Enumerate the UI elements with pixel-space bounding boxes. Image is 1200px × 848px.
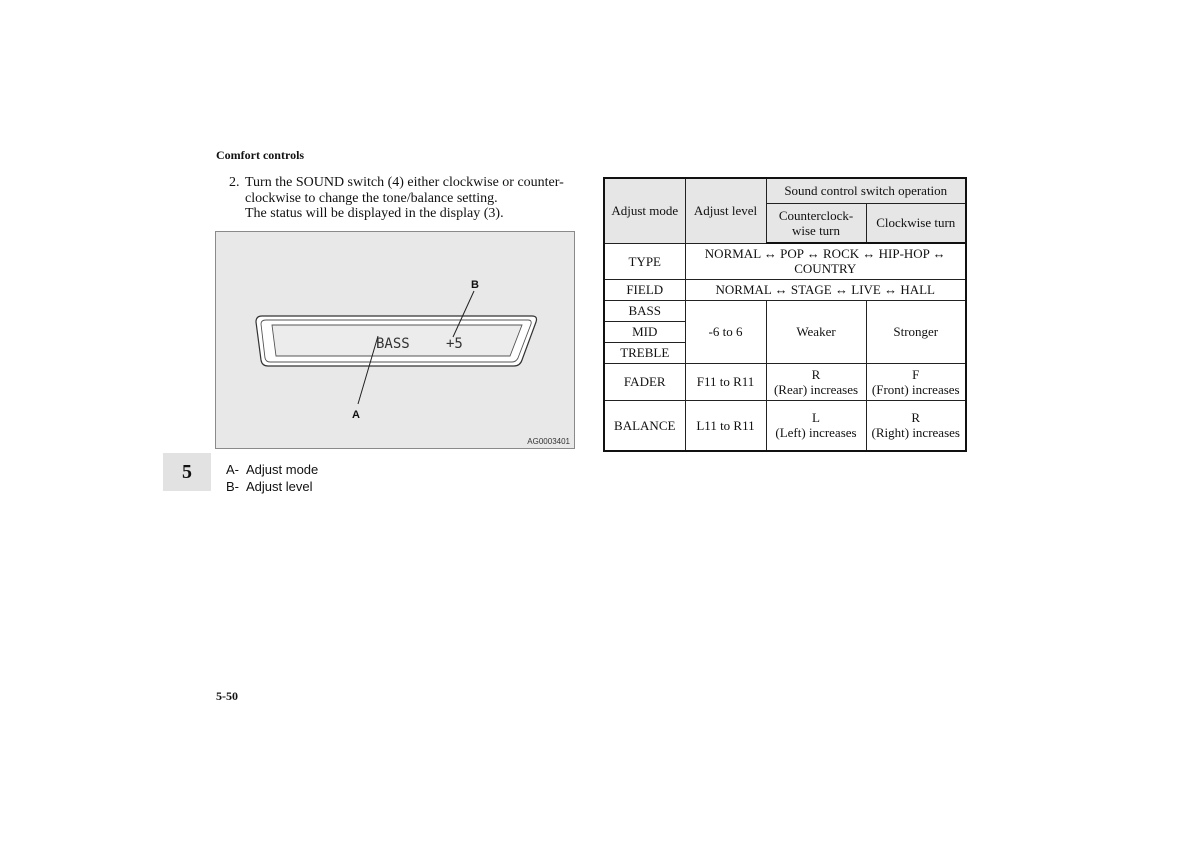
fader-ccw-text: (Rear) increases (773, 381, 859, 397)
page-number: 5-50 (216, 689, 238, 703)
balance-ccw-letter: L (812, 410, 820, 426)
balance-cw-text: (Right) increases (871, 425, 960, 441)
bass-label: BASS (604, 300, 685, 321)
section-title: Comfort controls (216, 148, 305, 162)
step-line: clockwise to change the tone/balance setting. (245, 190, 498, 206)
field-label: FIELD (604, 279, 685, 300)
fader-level: F11 to R11 (685, 363, 766, 400)
fader-cw-text: (Front) increases (871, 381, 960, 397)
legend-item (226, 478, 318, 495)
fader-counterclockwise (766, 363, 866, 400)
legend-text: Adjust level (246, 479, 313, 494)
step-line: Turn the SOUND switch (4) either clockwise or counter- (245, 175, 564, 190)
header-adjust-mode: Adjust mode (604, 178, 685, 243)
instruction-step (229, 175, 589, 222)
legend-item (226, 461, 318, 478)
balance-cw-letter: R (911, 410, 921, 426)
chapter-tab: 5 (163, 453, 211, 491)
balance-label: BALANCE (604, 400, 685, 451)
header-switch-operation: Sound control switch operation (766, 178, 966, 203)
step-line: The status will be displayed in the display (3). (245, 206, 504, 221)
mid-label: MID (604, 321, 685, 342)
header-counterclockwise: Counterclock-wise turn (766, 203, 866, 243)
header-clockwise: Clockwise turn (866, 203, 966, 243)
figure-legend (226, 461, 318, 495)
callout-b-label: B (471, 279, 479, 291)
balance-counterclockwise (766, 400, 866, 451)
tone-clockwise: Stronger (866, 300, 966, 363)
fader-label: FADER (604, 363, 685, 400)
type-values: NORMAL ↔ POP ↔ ROCK ↔ HIP-HOP ↔ COUNTRY (685, 243, 966, 279)
legend-key: A- (226, 462, 239, 477)
treble-label: TREBLE (604, 342, 685, 363)
callout-a-label: A (352, 409, 360, 421)
display-mode-text: BASS (376, 336, 410, 352)
tone-level: -6 to 6 (685, 300, 766, 363)
balance-clockwise (866, 400, 966, 451)
balance-level: L11 to R11 (685, 400, 766, 451)
legend-text: Adjust mode (246, 462, 319, 477)
display-illustration (215, 231, 575, 449)
step-number: 2. (229, 175, 240, 190)
fader-clockwise (866, 363, 966, 400)
sound-settings-table (603, 177, 967, 452)
display-level-text: +5 (446, 336, 463, 352)
tone-counterclockwise: Weaker (766, 300, 866, 363)
display-drawing (216, 232, 574, 448)
fader-cw-letter: F (912, 366, 920, 382)
balance-ccw-text: (Left) increases (775, 425, 857, 441)
header-adjust-level: Adjust level (685, 178, 766, 243)
fader-ccw-letter: R (811, 366, 821, 382)
field-values: NORMAL ↔ STAGE ↔ LIVE ↔ HALL (685, 279, 966, 300)
type-label: TYPE (604, 243, 685, 279)
figure-code: AG0003401 (527, 437, 570, 446)
legend-key: B- (226, 479, 239, 494)
